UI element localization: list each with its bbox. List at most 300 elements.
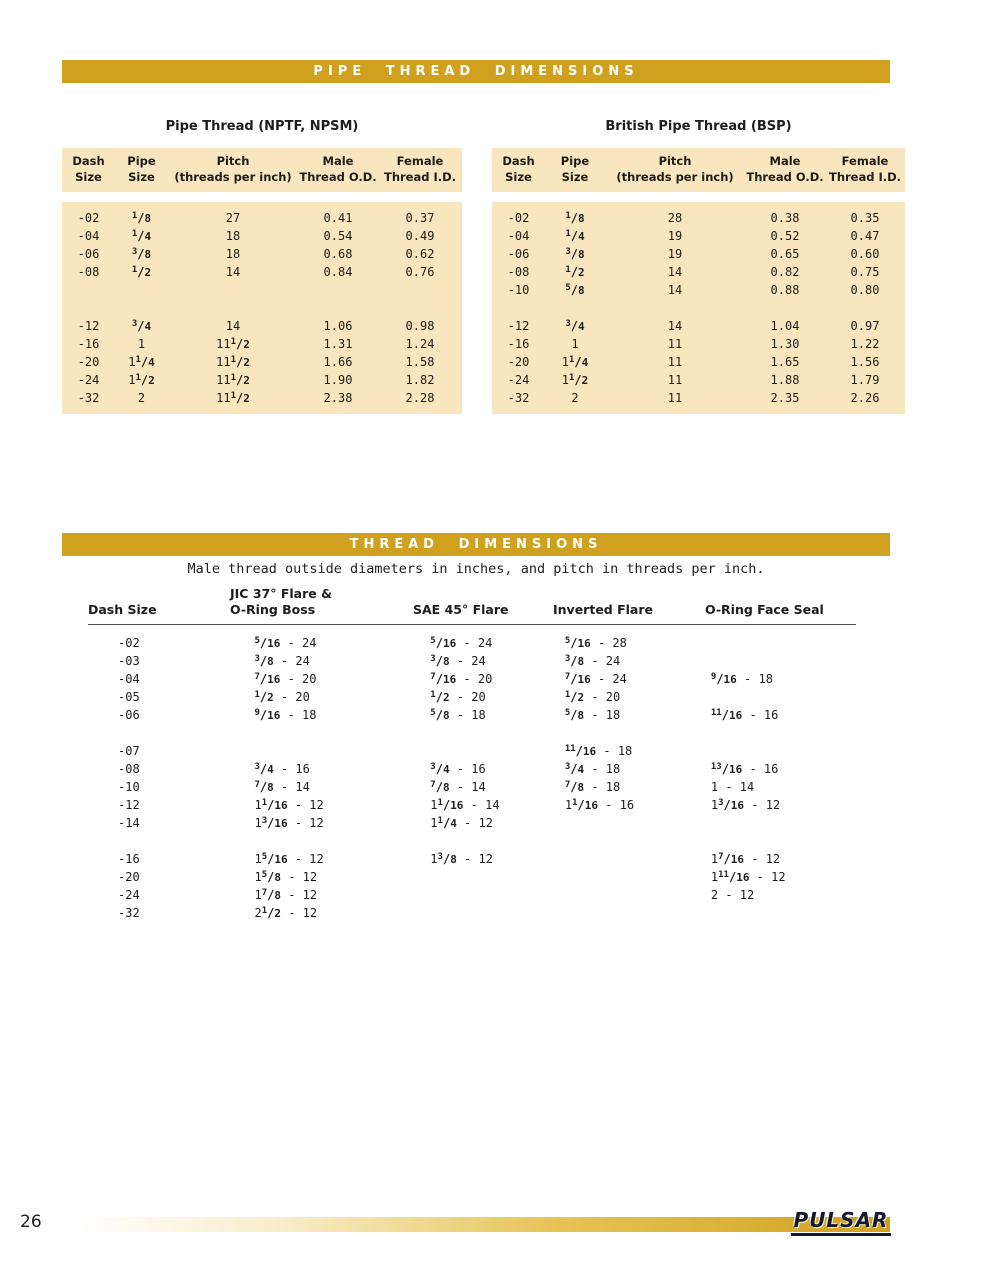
table-cell: 1.04 — [770, 319, 800, 333]
table-cell — [115, 229, 168, 243]
fraction-value: $^3$/16 — [718, 797, 745, 812]
column-header-sae-flare — [413, 602, 553, 618]
table-row — [88, 706, 856, 724]
table-row — [492, 209, 905, 227]
table-cell: 0.84 — [323, 265, 353, 279]
fraction-value: $^5$/16 — [261, 851, 288, 866]
column-header-pipe-size — [545, 148, 605, 192]
table-cell: -32 — [77, 391, 100, 405]
table-cell: 1.31 — [323, 337, 353, 351]
page-number: 26 — [20, 1212, 42, 1232]
fraction-value: $^7$/8 — [430, 779, 450, 794]
table-cell: -12 — [77, 319, 100, 333]
table-cell — [545, 319, 605, 333]
fraction-value: $^5$/8 — [261, 869, 281, 884]
fraction-value: $^1$/2 — [565, 265, 585, 279]
column-header-inverted-flare — [553, 602, 705, 618]
fraction-value: $^7$/8 — [261, 887, 281, 902]
fraction-value: $^1$/16 — [572, 797, 598, 812]
fraction-value: $^1$/2 — [564, 689, 585, 704]
fraction-value: $^{11}$/16 — [710, 707, 743, 722]
pulsar-logo: PULSAR — [791, 1208, 891, 1236]
table-row — [492, 317, 905, 335]
header-line: Size — [505, 170, 532, 184]
table-cell: 2.35 — [770, 391, 800, 405]
table-cell: -14 — [118, 815, 140, 830]
table-cell: $^9$/16 - 18 — [254, 707, 317, 722]
table-cell: -04 — [77, 229, 100, 243]
table-cell: $1^1/16 - 12$ — [254, 797, 324, 812]
table-row-gap — [88, 724, 856, 742]
table-cell: 1.66 — [323, 355, 353, 369]
table-cell: 2.38 — [323, 391, 353, 405]
column-header-jic-flare-oring-boss — [230, 586, 413, 619]
table-cell: -10 — [118, 779, 140, 794]
fraction-value: $^1$/4 — [568, 355, 589, 369]
table-cell: 0.98 — [405, 319, 435, 333]
table-cell: -24 — [507, 373, 530, 387]
column-header-dash-size — [62, 148, 115, 192]
fraction-value: $^7$/16 — [564, 671, 591, 686]
column-header-male-od — [745, 148, 825, 192]
table-cell: -03 — [118, 653, 140, 668]
table-cell: 2.28 — [405, 391, 435, 405]
table-cell: 1.79 — [850, 373, 880, 387]
fraction-value: $^7$/16 — [718, 851, 745, 866]
table-row — [88, 688, 856, 706]
header-line: Female — [841, 154, 889, 169]
table-cell: $1^1/4$ — [561, 355, 589, 369]
table-row — [62, 317, 462, 335]
header-line: Dash — [502, 154, 535, 169]
header-line: Pipe — [127, 154, 156, 169]
table-cell: 0.35 — [850, 211, 880, 225]
table-cell: -02 — [118, 635, 140, 650]
column-header-pitch — [605, 148, 745, 192]
fraction-value: $^3$/8 — [564, 653, 585, 668]
table-header-row — [492, 148, 905, 192]
table-cell: 1.58 — [405, 355, 435, 369]
table-cell: 1.22 — [850, 337, 880, 351]
column-header-female-id — [825, 148, 905, 192]
table-cell: 0.38 — [770, 211, 800, 225]
header-line: (threads per inch) — [616, 170, 734, 184]
table-cell: -08 — [77, 265, 100, 279]
header-line: Thread I.D. — [383, 170, 457, 184]
table-cell: 1.06 — [323, 319, 353, 333]
table-cell: -20 — [507, 355, 530, 369]
footer-gradient-bar — [78, 1217, 890, 1232]
table-cell: $^5$/16 - 24 — [430, 635, 493, 650]
table-cell: 0.47 — [850, 229, 880, 243]
table-cell: $^7$/16 - 24 — [564, 671, 627, 686]
fraction-value: $^7$/16 — [430, 671, 457, 686]
column-header-pipe-size — [115, 148, 168, 192]
thread-dimensions-table — [88, 586, 856, 922]
fraction-value: $^3$/4 — [430, 761, 450, 776]
table-cell: $1^{11}/16 - 12$ — [710, 869, 786, 884]
table-cell — [545, 211, 605, 225]
fraction-value: $^1$/2 — [430, 689, 450, 704]
table-row — [88, 796, 856, 814]
table-cell: $11^1/2$ — [216, 391, 250, 405]
fraction-value: $^7$/16 — [254, 671, 281, 686]
table-cell — [545, 283, 605, 297]
table-cell: 14 — [667, 319, 683, 333]
table-cell: $^1$/2 - 20 — [430, 689, 486, 704]
table-cell: -06 — [77, 247, 100, 261]
fraction-value: $^1$/16 — [261, 797, 288, 812]
fraction-value: $^3$/8 — [131, 247, 152, 261]
table-cell: 0.65 — [770, 247, 800, 261]
fraction-value: $^1$/2 — [135, 373, 155, 387]
table-title: British Pipe Thread (BSP) — [605, 119, 792, 134]
table-row — [62, 209, 462, 227]
table-row — [492, 263, 905, 281]
header-line: JIC 37° Flare & — [230, 586, 332, 601]
header-line: (threads per inch) — [174, 170, 292, 184]
fraction-value: $^5$/16 — [564, 635, 591, 650]
fraction-value: $^1$/2 — [230, 373, 250, 387]
table-cell: $^7$/16 - 20 — [254, 671, 317, 686]
table-cell: $^7$/8 - 18 — [564, 779, 621, 794]
table-body — [492, 202, 905, 414]
column-header-pitch — [168, 148, 298, 192]
table-cell: 11 — [667, 337, 683, 351]
table-cell: $1^3/16 - 12$ — [254, 815, 324, 830]
table-cell: 0.49 — [405, 229, 435, 243]
table-header-row — [88, 586, 856, 625]
table-cell: $1^1/2$ — [561, 373, 589, 387]
table-cell: $1^1/4$ — [128, 355, 155, 369]
table-cell: $^5$/16 - 28 — [564, 635, 627, 650]
table-row — [88, 760, 856, 778]
table-cell: $^3$/8 - 24 — [564, 653, 621, 668]
column-header-dash-size — [492, 148, 545, 192]
table-cell: $11^1/2$ — [216, 337, 250, 351]
fraction-value: $^9$/16 — [254, 707, 281, 722]
table-row — [88, 868, 856, 886]
table-cell: 0.97 — [850, 319, 880, 333]
fraction-value: $^1$/2 — [568, 373, 589, 387]
table-cell: -12 — [118, 797, 140, 812]
table-cell: 14 — [225, 265, 241, 279]
table-cell: -08 — [118, 761, 140, 776]
table-cell: $^3$/4 - 16 — [254, 761, 310, 776]
table-cell: -10 — [507, 283, 530, 297]
table-cell: $^3$/8 - 24 — [254, 653, 310, 668]
table-row-gap — [62, 281, 462, 317]
thread-section-subtitle: Male thread outside diameters in inches, and pitch in threads per inch. — [187, 561, 765, 577]
table-cell: $1^1/16 - 14$ — [430, 797, 500, 812]
fraction-value: $^1$/2 — [230, 391, 250, 405]
table-row — [62, 335, 462, 353]
table-row — [88, 652, 856, 670]
column-header-oring-face-seal — [705, 602, 856, 618]
table-row — [492, 389, 905, 407]
header-line: Pitch — [658, 154, 692, 169]
header-line: Thread O.D. — [746, 170, 824, 184]
table-cell: 11 — [667, 391, 683, 405]
header-line: Size — [128, 170, 155, 184]
table-row — [88, 634, 856, 652]
table-cell: 18 — [225, 229, 241, 243]
fraction-value: $^1$/2 — [261, 905, 281, 920]
fraction-value: $^3$/4 — [565, 319, 585, 333]
fraction-value: $^5$/8 — [565, 283, 585, 297]
table-cell: 0.62 — [405, 247, 435, 261]
table-body — [62, 202, 462, 414]
table-cell: 1.30 — [770, 337, 800, 351]
table-cell: -04 — [507, 229, 530, 243]
pipe-thread-table-nptf — [62, 118, 462, 414]
table-cell: $^3$/4 - 16 — [430, 761, 486, 776]
table-cell — [115, 319, 168, 333]
fraction-value: $^3$/8 — [437, 851, 457, 866]
table-row — [88, 778, 856, 796]
table-cell: 2.26 — [850, 391, 880, 405]
table-row-gap — [492, 299, 905, 317]
header-line: Inverted Flare — [553, 602, 653, 618]
table-cell: $1^1/4 - 12$ — [430, 815, 493, 830]
table-cell: 0.82 — [770, 265, 800, 279]
header-line: Dash — [72, 154, 105, 169]
table-cell: 1 - 14 — [710, 779, 755, 794]
table-cell: 2 - 12 — [710, 887, 755, 902]
fraction-value: $^1$/4 — [565, 229, 585, 243]
table-cell: $^1$/2 - 20 — [564, 689, 621, 704]
table-cell: 11 — [667, 355, 683, 369]
table-cell: 0.68 — [323, 247, 353, 261]
fraction-value: $^3$/8 — [565, 247, 585, 261]
fraction-value: $^1$/2 — [254, 689, 274, 704]
table-cell: 19 — [667, 247, 683, 261]
table-cell: 14 — [667, 265, 683, 279]
table-cell: 18 — [225, 247, 241, 261]
fraction-value: $^9$/16 — [710, 671, 737, 686]
table-cell: $1^3/16 - 12$ — [710, 797, 781, 812]
table-cell: $^5$/8 - 18 — [430, 707, 486, 722]
table-cell: $^7$/16 - 20 — [430, 671, 493, 686]
table-cell: $1^5/16 - 12$ — [254, 851, 324, 866]
fraction-value: $^1$/4 — [437, 815, 457, 830]
table-cell: -32 — [118, 905, 140, 920]
table-cell: $1^5/8 - 12$ — [254, 869, 318, 884]
header-line: Thread O.D. — [299, 170, 377, 184]
table-cell: -16 — [77, 337, 100, 351]
fraction-value: $^3$/4 — [131, 319, 152, 333]
table-row — [88, 742, 856, 760]
table-body — [88, 634, 856, 922]
table-row — [492, 371, 905, 389]
table-cell: $11^1/2$ — [216, 373, 250, 387]
table-cell: -32 — [507, 391, 530, 405]
header-line: Pitch — [216, 154, 250, 169]
fraction-value: $^7$/8 — [254, 779, 274, 794]
table-cell — [115, 265, 168, 279]
table-cell: $^1$/2 - 20 — [254, 689, 310, 704]
table-cell: -02 — [507, 211, 530, 225]
fraction-value: $^5$/16 — [254, 635, 281, 650]
header-line: Pipe — [560, 154, 590, 169]
table-cell: 0.41 — [323, 211, 353, 225]
table-cell: 0.54 — [323, 229, 353, 243]
fraction-value: $^3$/4 — [254, 761, 274, 776]
table-cell: -06 — [507, 247, 530, 261]
table-cell: $1^1/2$ — [128, 373, 155, 387]
fraction-value: $^1$/16 — [437, 797, 464, 812]
section-bar-title: THREAD DIMENSIONS — [349, 537, 603, 552]
fraction-value: $^1$/8 — [565, 211, 585, 225]
table-cell: 2 — [137, 391, 146, 405]
table-cell: 11 — [667, 373, 683, 387]
header-line: O-Ring Boss — [230, 602, 316, 618]
table-cell: $11^1/2$ — [216, 355, 250, 369]
table-cell: -12 — [507, 319, 530, 333]
table-cell: 1.65 — [770, 355, 800, 369]
table-cell: -08 — [507, 265, 530, 279]
table-row — [62, 227, 462, 245]
table-cell: 19 — [667, 229, 683, 243]
table-row — [88, 814, 856, 832]
table-row — [62, 263, 462, 281]
table-cell: $^{11}$/16 - 18 — [564, 743, 633, 758]
table-cell: 0.75 — [850, 265, 880, 279]
header-line: Size — [75, 170, 102, 184]
fraction-value: $^{13}$/16 — [710, 761, 743, 776]
fraction-value: $^1$/4 — [135, 355, 155, 369]
table-cell: -16 — [118, 851, 140, 866]
table-cell: 1.90 — [323, 373, 353, 387]
header-line: Male — [322, 154, 354, 169]
header-line: Female — [396, 154, 444, 169]
column-header-female-id — [378, 148, 462, 192]
fraction-value: $^3$/16 — [261, 815, 288, 830]
table-cell: 1.88 — [770, 373, 800, 387]
table-row — [492, 353, 905, 371]
table-cell: -05 — [118, 689, 140, 704]
table-cell: -06 — [118, 707, 140, 722]
table-cell: $^3$/4 - 18 — [564, 761, 621, 776]
table-row — [492, 281, 905, 299]
table-row — [492, 335, 905, 353]
table-cell: $^7$/8 - 14 — [254, 779, 310, 794]
table-title: Pipe Thread (NPTF, NPSM) — [165, 119, 359, 134]
table-cell: $^{13}$/16 - 16 — [710, 761, 779, 776]
column-header-male-od — [298, 148, 378, 192]
fraction-value: $^3$/8 — [254, 653, 274, 668]
table-cell: 0.60 — [850, 247, 880, 261]
table-cell: 14 — [225, 319, 241, 333]
table-cell: $2^1/2 - 12$ — [254, 905, 318, 920]
header-line: SAE 45° Flare — [413, 602, 509, 618]
table-cell: 27 — [225, 211, 241, 225]
section-bar-title: PIPE THREAD DIMENSIONS — [313, 64, 639, 79]
fraction-value: $^5$/16 — [430, 635, 457, 650]
pipe-thread-table-bsp — [492, 118, 905, 414]
section-bar-pipe-thread — [62, 60, 890, 83]
header-line: Male — [769, 154, 801, 169]
table-row — [88, 904, 856, 922]
table-cell — [545, 247, 605, 261]
fraction-value: $^5$/8 — [430, 707, 450, 722]
table-cell: $1^7/8 - 12$ — [254, 887, 318, 902]
table-cell: 28 — [667, 211, 683, 225]
table-cell: 0.76 — [405, 265, 435, 279]
table-cell: 0.37 — [405, 211, 435, 225]
table-cell: 0.52 — [770, 229, 800, 243]
table-cell: -20 — [118, 869, 140, 884]
table-cell — [115, 247, 168, 261]
table-cell: -04 — [118, 671, 140, 686]
table-cell: 0.80 — [850, 283, 880, 297]
fraction-value: $^1$/2 — [230, 337, 250, 351]
table-cell: $1^3/8 - 12$ — [430, 851, 493, 866]
table-cell — [115, 211, 168, 225]
table-cell: $1^1/16 - 16$ — [564, 797, 635, 812]
table-cell: $^7$/8 - 14 — [430, 779, 486, 794]
table-row-gap — [88, 832, 856, 850]
fraction-value: $^1$/4 — [131, 229, 152, 243]
table-row — [88, 886, 856, 904]
table-row — [62, 353, 462, 371]
table-cell: 0.88 — [770, 283, 800, 297]
table-cell: 1.24 — [405, 337, 435, 351]
table-cell: $^9$/16 - 18 — [710, 671, 773, 686]
header-line: Dash Size — [88, 602, 157, 618]
table-row — [62, 371, 462, 389]
section-bar-thread-dimensions — [62, 533, 890, 556]
fraction-value: $^7$/8 — [564, 779, 585, 794]
fraction-value: $^3$/4 — [564, 761, 585, 776]
table-cell: 1.82 — [405, 373, 435, 387]
fraction-value: $^1$/8 — [131, 211, 152, 225]
table-cell: $^3$/8 - 24 — [430, 653, 486, 668]
fraction-value: $^{11}$/16 — [564, 743, 597, 758]
table-row — [62, 389, 462, 407]
table-cell: -24 — [77, 373, 100, 387]
table-cell: 1.56 — [850, 355, 880, 369]
table-cell: 1 — [137, 337, 146, 351]
table-cell: -20 — [77, 355, 100, 369]
table-row — [88, 670, 856, 688]
header-line: Size — [561, 170, 589, 184]
table-cell: $^5$/8 - 18 — [564, 707, 621, 722]
table-cell: $^5$/16 - 24 — [254, 635, 317, 650]
fraction-value: $^1$/2 — [131, 265, 152, 279]
table-cell: -07 — [118, 743, 140, 758]
table-cell: 2 — [571, 391, 579, 405]
table-row — [492, 227, 905, 245]
fraction-value: $^5$/8 — [564, 707, 585, 722]
table-cell: 1 — [571, 337, 579, 351]
table-cell: 14 — [667, 283, 683, 297]
table-cell — [545, 265, 605, 279]
table-row — [88, 850, 856, 868]
table-cell: -16 — [507, 337, 530, 351]
table-cell: $^{11}$/16 - 16 — [710, 707, 779, 722]
table-row — [492, 245, 905, 263]
header-line: O-Ring Face Seal — [705, 602, 824, 618]
header-line: Thread I.D. — [828, 170, 902, 184]
table-header-row — [62, 148, 462, 192]
table-cell — [545, 229, 605, 243]
column-header-dash-size — [88, 602, 230, 618]
table-cell: -24 — [118, 887, 140, 902]
fraction-value: $^3$/8 — [430, 653, 450, 668]
table-cell: $1^7/16 - 12$ — [710, 851, 781, 866]
fraction-value: $^{11}$/16 — [718, 869, 750, 884]
